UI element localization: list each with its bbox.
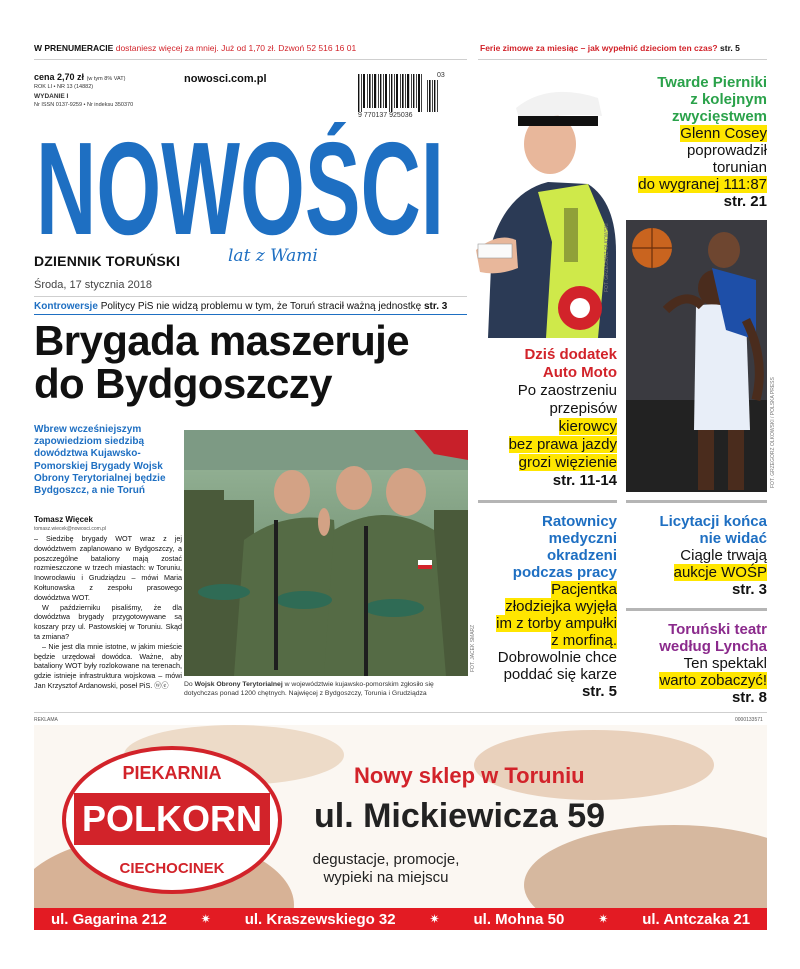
newspaper-logo[interactable] — [36, 122, 444, 254]
logo-tagline: lat z Wami — [228, 246, 318, 266]
logo-mark — [36, 122, 444, 254]
advertisement[interactable] — [34, 725, 767, 930]
ad-subtitle-line: wypieki na miejscu — [323, 869, 449, 886]
story-text: torunian — [712, 159, 767, 176]
story-text: Ciągle trwają — [680, 547, 767, 564]
subscribe-text: dostaniesz więcej za mniej. Już od 1,70 zł. Dzwoń 52 516 16 01 — [115, 43, 357, 53]
ad-address: ul. Mickiewicza 59 — [314, 797, 606, 835]
story-heading: nie widać — [699, 530, 767, 547]
story-heading: według Lyncha — [659, 638, 767, 655]
article-body — [34, 534, 182, 691]
caption-text: w województwie kujawsko-pomorskim zgłosiło się dotychczas ponad 1200 chętnych. Najwięcej z Bydgoszczy, Torunia i Grudziądza — [184, 681, 434, 697]
star-icon: ✷ — [200, 912, 211, 926]
ad-address-bar — [34, 908, 767, 930]
divider — [626, 500, 767, 503]
volume-number: ROK LI • NR 13 (14882) — [34, 84, 94, 90]
story-text: aukcje WOŚP — [673, 564, 767, 581]
divider — [478, 500, 617, 503]
price-value: cena 2,70 zł — [34, 72, 85, 82]
promo-text: Ferie zimowe za miesiąc – jak wypełnić dzieciom ten czas? — [480, 43, 718, 53]
ad-subtitle — [286, 851, 486, 887]
kicker-text: Politycy PiS nie widzą problemu w tym, że Toruń stracił ważną jednostkę — [100, 301, 422, 312]
issue-meta — [34, 84, 133, 109]
story-licytacje[interactable] — [626, 513, 767, 598]
soldiers-oath-photo — [184, 430, 468, 676]
subscribe-label: W PRENUMERACIE — [34, 43, 114, 53]
story-page: str. 21 — [723, 193, 767, 210]
star-icon: ✷ — [598, 912, 609, 926]
author-name: Tomasz Więcek — [34, 515, 93, 524]
star-icon: ✷ — [429, 912, 440, 926]
ad-street: ul. Antczaka 21 — [642, 910, 751, 928]
issn: Nr ISSN 0137-9259 • Nr indeksu 350370 — [34, 102, 134, 108]
ad-street: ul. Kraszewskiego 32 — [244, 910, 396, 928]
divider — [34, 296, 467, 297]
story-text: kierowcy — [558, 418, 617, 435]
author-email[interactable]: tomasz.wiecek@nowosci.com.pl — [34, 526, 107, 532]
story-text: Dobrowolnie chce — [497, 649, 617, 666]
headline-line: do Bydgoszczy — [34, 360, 332, 407]
article-paragraph: W październiku pisaliśmy, że dla dowództwa brygady przygotowywane są koszary przy ul. Pastowskiej w Toruniu. Skąd ta zmiana? — [34, 602, 182, 641]
article-lead: Wbrew wcześniejszym zapowiedziom siedzibą dowództwa Kujawsko-Pomorskiej Brygady Wojsk Obrony Terytorialnej będzie Bydgoszcz, a nie Toruń — [34, 424, 166, 497]
story-heading: Licytacji końca — [659, 513, 767, 530]
photo-credit: FOT. JACEK SMARZ — [470, 624, 476, 672]
story-text: poddać się karze — [503, 666, 617, 683]
story-heading: Dziś dodatek — [524, 346, 617, 363]
kicker[interactable] — [34, 301, 454, 312]
vat-note: (w tym 8% VAT) — [86, 76, 126, 82]
story-heading: medyczni — [548, 530, 617, 547]
story-heading: Twarde Pierniki — [657, 74, 767, 91]
police-officer-photo — [468, 72, 616, 338]
ad-brand-top: PIEKARNIA — [122, 763, 222, 783]
story-text: warto zobaczyć! — [659, 672, 767, 689]
ad-code: 0000133571 — [735, 717, 763, 723]
story-heading: zwycięstwem — [671, 108, 767, 125]
logo-text: NOWOŚCI — [36, 122, 444, 254]
issue-date: Środa, 17 stycznia 2018 — [34, 279, 153, 291]
ad-label: REKLAMA — [34, 717, 58, 723]
caption-prefix: Do — [184, 681, 193, 688]
kicker-label: Kontrowersje — [34, 301, 98, 312]
caption-bold: Wojsk Obrony Terytorialnej — [194, 681, 283, 688]
story-teatr[interactable] — [626, 621, 767, 706]
ad-brand-bottom: CIECHOCINEK — [119, 860, 225, 877]
story-text: poprowadził — [686, 142, 767, 159]
barcode-number: 9 770137 925036 — [358, 112, 413, 119]
photo-credit: FOT. GRZEGORZ OLKOWSKI — [604, 223, 610, 292]
story-text: grozi więzienie — [518, 454, 617, 471]
price — [34, 72, 125, 83]
main-headline[interactable] — [34, 319, 454, 405]
story-text: im z torby ampułki — [496, 615, 617, 632]
edition: WYDANIE I — [34, 93, 69, 100]
story-page: str. 11-14 — [552, 472, 617, 489]
website-link[interactable]: nowosci.com.pl — [184, 73, 267, 85]
story-page: str. 8 — [731, 689, 767, 706]
story-auto-moto[interactable] — [478, 346, 617, 490]
photo-credit: FOT. GRZEGORZ OLKOWSKI / POLSKA PRESS — [770, 377, 776, 488]
story-heading: z kolejnym — [690, 91, 767, 108]
story-heading: okradzeni — [546, 547, 617, 564]
divider — [34, 712, 767, 713]
story-text: Pacjentka — [551, 581, 617, 598]
ad-title: Nowy sklep w Toruniu — [354, 763, 585, 788]
story-ratownicy[interactable] — [478, 513, 617, 700]
article-paragraph: – Nie jest dla mnie istotne, w jakim mieście będzie urzędował dowódca. Ważne, aby bataliony WOT były rozlokowane na terenach, gdzie istnieje infrastruktura wojskowa – mówi Jan Krzysztof Ardanowski, poseł PiS. ⓦⓔ — [34, 641, 182, 690]
story-heading: Ratownicy — [541, 513, 617, 530]
divider — [478, 59, 767, 60]
divider — [34, 314, 467, 315]
headline-line: Brygada maszeruje — [34, 317, 409, 364]
story-text: do wygranej 111:87 — [638, 176, 767, 193]
divider — [34, 59, 467, 60]
story-text: z morfiną. — [551, 632, 617, 649]
story-text: bez prawa jazdy — [508, 436, 617, 453]
story-text: Glenn Cosey — [680, 125, 767, 142]
promo-page: str. 5 — [720, 43, 740, 53]
promo-teaser[interactable] — [480, 43, 740, 53]
masthead-subtitle: DZIENNIK TORUŃSKI — [34, 253, 181, 269]
story-page: str. 3 — [731, 581, 767, 598]
barcode-issue: 03 — [437, 72, 445, 79]
story-page: str. 5 — [581, 683, 617, 700]
story-text: złodziejka wyjęła — [505, 598, 617, 615]
polkorn-logo — [62, 745, 282, 895]
photo-caption — [184, 681, 468, 698]
story-text: przepisów — [549, 400, 617, 417]
ad-street: ul. Mohna 50 — [473, 910, 565, 928]
kicker-page: str. 3 — [423, 301, 448, 312]
story-pierniki[interactable] — [626, 74, 767, 210]
story-heading: Toruński teatr — [668, 621, 767, 638]
story-heading: podczas pracy — [512, 564, 617, 581]
ad-street: ul. Gagarina 212 — [50, 910, 167, 928]
story-heading: Auto Moto — [542, 364, 617, 381]
ad-subtitle-line: degustacje, promocje, — [312, 851, 460, 868]
ad-brand: POLKORN — [82, 798, 262, 839]
article-paragraph: – Siedzibę brygady WOT wraz z jej dowództwem zaplanowano w Bydgoszczy, a poszczególne bataliony mają zostać rozmieszczone w trzech miastach: w Toruniu, Inowrocławiu i Grudziądzu – mówi Maria Kołtunowska z zespołu prasowego dowództwa WOT. — [34, 534, 182, 602]
basketball-photo — [626, 220, 767, 492]
divider — [626, 608, 767, 611]
story-text: Ten spektakl — [683, 655, 767, 672]
story-text: Po zaostrzeniu — [517, 382, 617, 399]
